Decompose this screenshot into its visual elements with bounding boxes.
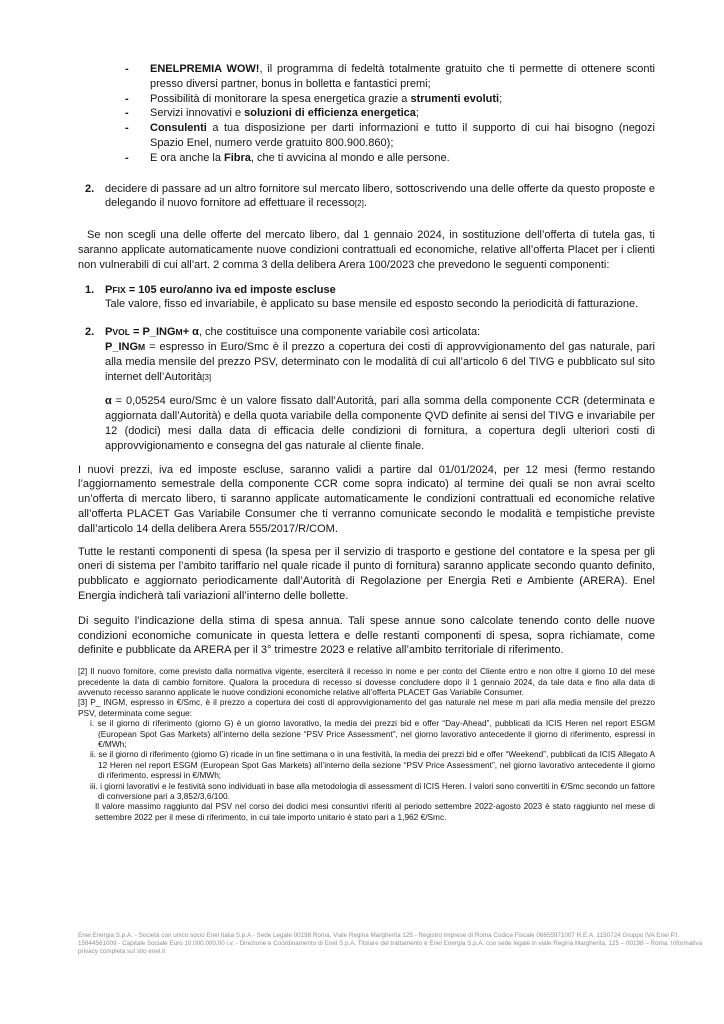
component-1-heading: PFIX = 105 euro/anno iva ed imposte escluse <box>105 283 336 296</box>
footnote-2: [2] Il nuovo fornitore, come previsto dalla normativa vigente, eserciterà il recesso in nome e per conto del Cliente entro e non oltre il giorno 10 del mese precedente la data di cambio fornitore. Qualora la procedura di recesso si dovesse concludere dopo il 1 gennaio 2024, da tale data e fino alla data di avvenuto recesso saranno applicate le nuove condizioni economiche relative all’offerta PLACET Gas Variabile Consumer. <box>78 666 655 697</box>
bullet-item-fibra: - E ora anche la Fibra, che ti avvicina al mondo e alle persone. <box>78 151 655 166</box>
bullet-item-consulenti: - Consulenti a tua disposizione per darti informazioni e tutto il supporto di cui hai bisogno (negozi Spazio Enel, numero verde gratuito 800.900.860); <box>78 121 655 151</box>
company-legal-footer: Enel Energia S.p.A. - Società con unico socio Enel Italia S.p.A - Sede Legale 00198 Roma, Viale Regina Margherita 125 - Registro Imprese di Roma Codice Fiscale 06655971007 R.E.A. 1150724 Gruppo IVA Enel P.I. 15844561009 - Capitale Sociale Euro 10.000.000,00 i.v. - Direzione e Coordinamento di Enel S.p.A. Titolare del trattamento è Enel Energia S.p.A. con sede legale in viale Regina Margherita, 125 – 00198 – Roma. Informativa privacy completa sul sito enel.it <box>78 932 703 956</box>
letter-body <box>78 62 655 822</box>
paragraph-stima-spesa: Di seguito l’indicazione della stima di spesa annua. Tali spese annue sono calcolate tenendo conto delle nuove condizioni economiche comunicate in questa lettera e delle restanti componenti di spesa, sopra richiamate, come definite e pubblicate da ARERA per il 3° trimestre 2023 e relative all’ambito territoriale di riferimento. <box>78 614 655 657</box>
option-2-number: 2. <box>85 182 95 195</box>
component-1-body: Tale valore, fisso ed invariabile, è applicato su base mensile ed esposto secondo la periodicità di fatturazione. <box>105 298 639 311</box>
component-2-pvol <box>78 325 655 385</box>
footnote-3-item-iii: iii. i giorni lavorativi e le festività sono individuati in base alla metodologia di assessment di ICIS Heren. I valori sono convertiti in €/Smc secondo un fattore di conversione pari a 3,852/3,6/100. <box>90 780 655 801</box>
component-1-number: 1. <box>85 283 95 296</box>
footnote-3-closing: Il valore massimo raggiunto dal PSV nel corso dei dodici mesi consuntivi riferiti al periodo settembre 2022-agosto 2023 è stato raggiunto nel mese di settembre 2022 per il mese di riferimento, in cui tale importo unitario è stato pari a 1,962 €/Smc. <box>95 801 655 822</box>
benefits-bullet-list <box>78 62 655 166</box>
option-2-text: decidere di passare ad un altro fornitore sul mercato libero, sottoscrivendo una delle offerte da questo proposte e delegando il nuovo fornitore ad effettuare il recesso[2]. <box>105 182 655 210</box>
bullet-item-servizi: - Servizi innovativi e soluzioni di efficienza energetica; <box>78 106 655 121</box>
component-2-pingm-paragraph: P_INGM = espresso in Euro/Smc è il prezzo a copertura dei costi di approvvigionamento del gas naturale, pari alla media mensile del prezzo PSV, determinato con le modalità di cui all’articolo 6 del TIVG e pubblicato sul sito internet dell’Autorità[3] <box>105 340 655 383</box>
footnote-3-intro: [3] P_ INGM, espresso in €/Smc, è il prezzo a copertura dei costi di approvvigionamento del gas naturale nel mese m pari alla media mensile del prezzo PSV, determinata come segue: <box>78 697 655 718</box>
component-2-heading: PVOL = P_INGM+ α, che costituisce una componente variabile così articolata: <box>105 326 481 339</box>
paragraph-intro-placet: Se non scegli una delle offerte del mercato libero, dal 1 gennaio 2024, in sostituzione dell’offerta di tutela gas, ti saranno applicate automaticamente nuove condizioni contrattuali ed economiche, relative all’offerta Placet per i clienti non vulnerabili di cui all’art. 2 comma 3 della delibera Arera 100/2023 che prevedono le seguenti componenti: <box>78 229 655 271</box>
footnotes-section <box>78 666 655 822</box>
bullet-item-strumenti: - Possibilità di monitorare la spesa energetica grazie a strumenti evoluti; <box>78 92 655 107</box>
alpha-paragraph: α = 0,05254 euro/Smc è un valore fissato dall’Autorità, pari alla somma della componente CCR (determinata e aggiornata dall’Autorità) e della quota variabile della componente QVD definite ai sensi del TIVG e invariabile per 12 (dodici) mesi dalla data di efficacia delle condizioni di fornitura, a copertura degli ulteriori costi di approvvigionamento e consegna del gas naturale al cliente finale. <box>105 395 655 452</box>
option-2-item <box>78 182 655 213</box>
paragraph-restanti-componenti: Tutte le restanti componenti di spesa (la spesa per il servizio di trasporto e gestione del contatore e la spesa per gli oneri di sistema per l’ambito tariffario nel quale ricade il punto di fornitura) saranno applicate secondo quanto definito, pubblicato e aggiornato periodicamente dall’Autorità di Regolazione per Energia Reti e Ambiente (ARERA). Enel Energia indicherà tali variazioni all’interno delle bollette. <box>78 545 655 602</box>
footnote-3-item-i: i. se il giorno di riferimento (giorno G) è un giorno lavorativo, la media dei prezzi bid e offer “Day-Ahead”, pubblicati da ICIS Heren nel report ESGM (European Spot Gas Markets) all’interno della sezione “PSV Price Assessment”, nel giorno lavorativo antecedente il giorno di riferimento, espressi in €/MWh; <box>90 718 655 749</box>
footnote-3-item-ii: ii. se il giorno di riferimento (giorno G) ricade in un fine settimana o in una festività, la media dei prezzi bid e offer “Weekend”, pubblicati da ICIS Allegato A 12 Heren nel report ESGM (European Spot Gas Markets) all’interno della sezione “PSV Price Assessment”, nel giorno lavorativo antecedente il giorno di riferimento, espressi in €/MWh; <box>90 749 655 781</box>
component-1-pfix <box>78 283 655 313</box>
paragraph-nuovi-prezzi: I nuovi prezzi, iva ed imposte escluse, saranno validi a partire dal 01/01/2024, per 12 mesi (fermo restando l’aggiornamento semestrale della componente CCR come sopra indicato) al termine dei quali se non avrai scelto un’offerta di mercato libero, ti saranno applicate automaticamente le condizioni contrattuali ed economiche relative all’offerta PLACET Gas Variabile Consumer che ti verranno comunicate secondo le modalità e tempistiche previste dall’articolo 14 della delibera Arera 555/2017/R/COM. <box>78 463 655 535</box>
component-2-number: 2. <box>85 326 95 339</box>
bullet-item-enelpremia: - ENELPREMIA WOW!, il programma di fedeltà totalmente gratuito che ti permette di ottenere sconti presso diversi partner, bonus in bolletta e fantastici premi; <box>78 62 655 92</box>
